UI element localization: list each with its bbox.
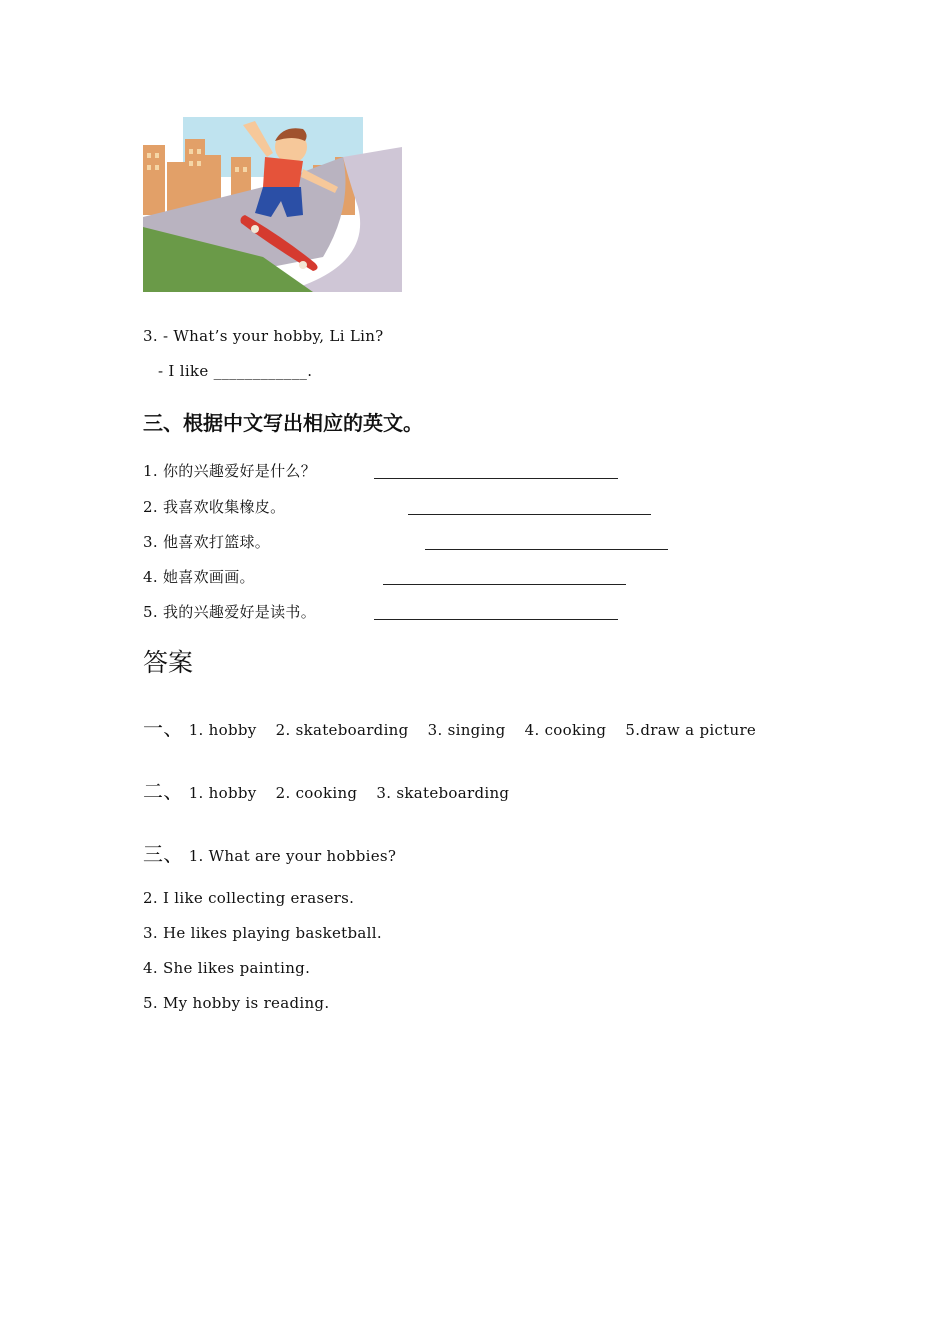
translate-item-1 [143,460,316,481]
answer-line-3[interactable] [425,549,668,550]
item-text: 他喜欢打篮球。 [163,533,271,551]
part-label: 三、 [143,842,184,866]
answer-line: 2. I like collecting erasers. [143,889,355,907]
question-3 [143,327,384,345]
answer-item: 4. cooking [524,721,607,739]
item-text: 我喜欢收集橡皮。 [163,498,286,516]
item-number: 4. [143,568,158,586]
answer-prefix: - I like [158,362,209,380]
item-text: 我的兴趣爱好是读书。 [163,603,317,621]
answer-item: 1. hobby [188,784,257,802]
answer-line: 5. My hobby is reading. [143,994,330,1012]
translate-item-2 [143,496,285,517]
item-text: 你的兴趣爱好是什么？ [163,462,317,480]
answer-end: . [307,362,313,380]
answers-part-3 [143,838,396,867]
translate-item-5 [143,601,316,622]
question-text: - What’s your hobby, Li Lin? [163,327,384,345]
translate-item-4 [143,566,255,587]
item-number: 5. [143,603,158,621]
part-label: 一、 [143,716,184,740]
answer-line-2[interactable] [408,514,651,515]
item-number: 1. [143,462,158,480]
skateboard-boy-illustration [143,117,402,292]
answer-line-5[interactable] [374,619,618,620]
answers-title: 答案 [143,648,194,677]
answer-line-4[interactable] [383,584,626,585]
answer-item: 3. singing [427,721,506,739]
answer-item: 1. hobby [188,721,257,739]
answer-line-1[interactable] [374,478,618,479]
item-text: 她喜欢画画。 [163,568,255,586]
answer-item: 2. cooking [275,784,358,802]
answer-item: 5.draw a picture [625,721,757,739]
question-number: 3. [143,327,158,345]
item-number: 3. [143,533,158,551]
answer-3 [158,362,312,380]
answer-line: 4. She likes painting. [143,959,311,977]
item-number: 2. [143,498,158,516]
part-label: 二、 [143,779,184,803]
section-3-title: 三、根据中文写出相应的英文。 [143,411,423,435]
answer-item: 2. skateboarding [275,721,409,739]
translate-item-3 [143,531,270,552]
answer-item: 3. skateboarding [376,784,510,802]
answers-part-2 [143,775,509,804]
answers-part-1 [143,712,756,741]
answer-line: 3. He likes playing basketball. [143,924,382,942]
answer-item: 1. What are your hobbies? [188,847,397,865]
answer-blank: ____________ [213,362,308,380]
